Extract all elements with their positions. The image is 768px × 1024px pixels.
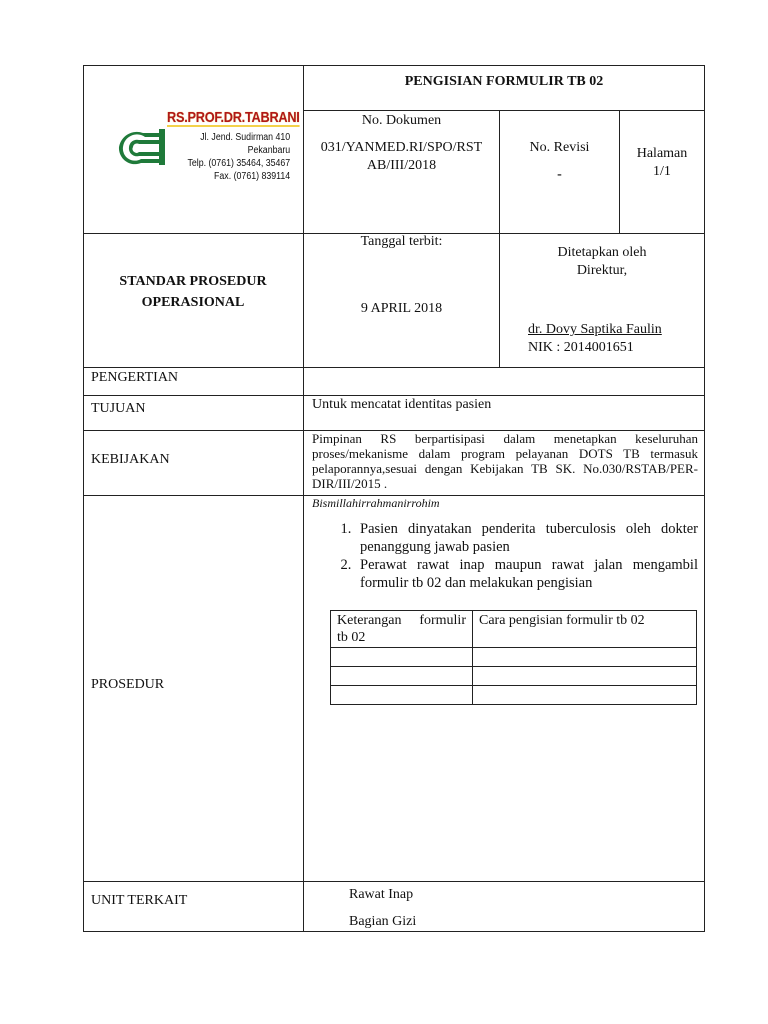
table-row <box>331 648 697 667</box>
logo-emblem-icon <box>95 107 165 191</box>
title-divider <box>303 110 705 111</box>
sop-title-line-2: OPERASIONAL <box>141 295 245 310</box>
prosedur-steps <box>312 520 698 592</box>
phone-line: Telp. (0761) 35464, 35467 <box>187 158 291 169</box>
revision-block <box>500 139 619 184</box>
table-cell <box>331 686 473 705</box>
issue-date: 9 APRIL 2018 <box>360 301 443 316</box>
table-cell <box>473 686 697 705</box>
form-table <box>330 610 697 705</box>
tujuan-text: Untuk mencatat identitas pasien <box>312 397 492 412</box>
border-left <box>83 65 84 932</box>
issue-label: Tanggal terbit: <box>360 234 443 249</box>
doc-number-label: No. Dokumen <box>361 113 442 128</box>
director-name: dr. Dovy Saptika Faulin <box>528 322 662 337</box>
director-block <box>528 321 704 357</box>
steps-list <box>312 520 698 592</box>
table-row <box>331 686 697 705</box>
unit-item: Bagian Gizi <box>349 914 417 929</box>
table-row <box>331 667 697 686</box>
table-header-cell: Keterangan formulir tb 02 <box>331 611 473 648</box>
prosedur-intro: Bismillahirrahmanirrohim <box>312 496 440 510</box>
table-cell <box>473 667 697 686</box>
table-header-cell: Cara pengisian formulir tb 02 <box>473 611 697 648</box>
director-nik: NIK : 2014001651 <box>528 340 634 355</box>
hospital-logo <box>95 107 300 191</box>
sop-divider <box>83 367 705 368</box>
sop-title-line-1: STANDAR PROSEDUR <box>119 274 267 289</box>
address-line: Jl. Jend. Sudirman 410 Pekanbaru <box>200 132 291 156</box>
doc-number-value-1: 031/YANMED.RI/SPO/RST <box>320 140 483 155</box>
pengertian-label: PENGERTIAN <box>91 370 179 385</box>
sop-document <box>83 65 705 932</box>
doc-number-block <box>304 112 499 175</box>
step-item: 2. Perawat rawat inap maupun rawat jalan mengambil formulir tb 02 dan melakukan pengisian <box>355 556 698 592</box>
page-block <box>620 145 704 181</box>
table-header-row <box>331 611 697 648</box>
revision-label: No. Revisi <box>529 140 590 155</box>
table-cell <box>331 667 473 686</box>
document-title: PENGISIAN FORMULIR TB 02 <box>404 74 604 89</box>
page-value: 1/1 <box>653 164 671 179</box>
kebijakan-label: KEBIJAKAN <box>91 452 170 467</box>
revision-value: - <box>557 167 562 182</box>
unit-item: Rawat Inap <box>349 887 414 902</box>
approval-block <box>500 244 704 280</box>
hospital-name: RS.PROF.DR.TABRANI <box>167 109 300 126</box>
doc-number-value-2: AB/III/2018 <box>366 158 437 173</box>
tujuan-label: TUJUAN <box>91 401 146 416</box>
fax-line: Fax. (0761) 839114 <box>214 171 291 182</box>
column-divider <box>303 65 304 932</box>
unit-list <box>349 881 689 935</box>
approval-line-2: Direktur, <box>576 263 628 278</box>
prosedur-label: PROSEDUR <box>91 677 165 692</box>
border-right <box>704 65 705 932</box>
hospital-address <box>167 131 290 183</box>
table-cell <box>331 648 473 667</box>
border-top <box>83 65 705 66</box>
unit-label: UNIT TERKAIT <box>91 893 188 908</box>
page-label: Halaman <box>636 146 688 161</box>
step-item: 1. Pasien dinyatakan penderita tuberculosis oleh dokter penanggung jawab pasien <box>355 520 698 556</box>
approval-line-1: Ditetapkan oleh <box>557 245 647 260</box>
table-cell <box>473 648 697 667</box>
kebijakan-text: Pimpinan RS berpartisipasi dalam menetapkan keseluruhan proses/mekanisme dalam program pelayanan DOTS TB termasuk pelaporannya,sesuai dengan Kebijakan TB SK. No.030/RSTAB/PER-DIR/III/2015 . <box>312 431 698 491</box>
sop-title <box>83 271 303 313</box>
